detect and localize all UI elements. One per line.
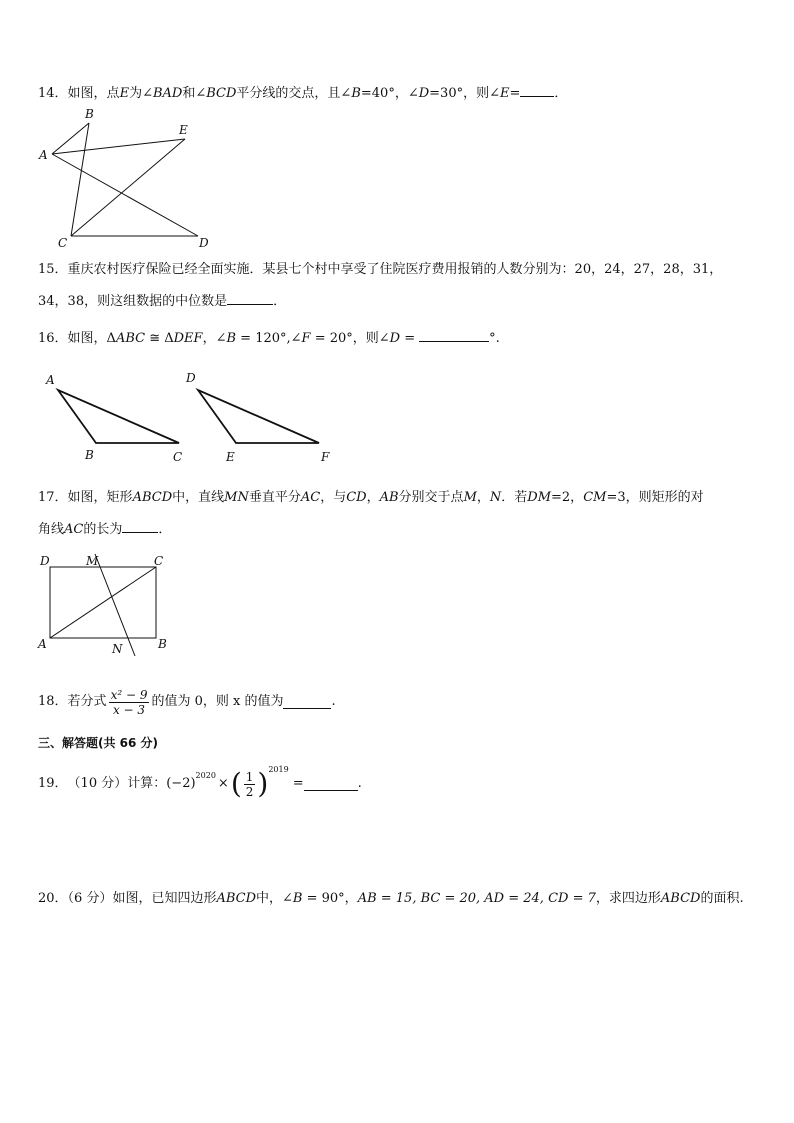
q19-text-part: （10 分）计算： bbox=[67, 776, 167, 791]
q17-answer-blank[interactable] bbox=[122, 520, 158, 533]
q16-text-part: = 120°,∠ bbox=[236, 331, 302, 346]
q17-label-m: M bbox=[86, 554, 99, 568]
q17-text-part: 中，直线 bbox=[172, 490, 225, 505]
q19-fraction-numerator: 1 bbox=[245, 769, 254, 784]
q20-text-part: 中，∠ bbox=[256, 891, 293, 906]
q17-var: MN bbox=[224, 490, 249, 505]
q14-var: E bbox=[119, 86, 130, 101]
q14-var: B bbox=[351, 86, 361, 101]
q17-text-part: ． bbox=[158, 522, 172, 537]
q20-var: B bbox=[292, 891, 303, 906]
q16-text-part: = 20°，则∠ bbox=[310, 331, 390, 346]
q19-base: (−2) bbox=[166, 776, 196, 791]
q17-var: DM bbox=[527, 490, 552, 505]
q20-var: ABCD bbox=[216, 891, 257, 906]
q14-text-part: 和∠ bbox=[182, 86, 207, 101]
q20-text-part: 的面积. bbox=[700, 891, 744, 906]
q19-answer-blank[interactable] bbox=[304, 778, 358, 791]
q17-var: AC bbox=[300, 490, 321, 505]
q20-number: 20． bbox=[38, 891, 68, 906]
q14-number: 14． bbox=[38, 86, 68, 101]
q18-text-part: 若分式 bbox=[67, 694, 107, 709]
q17-text-part: ，与 bbox=[320, 490, 347, 505]
q15-answer-blank[interactable] bbox=[227, 292, 273, 305]
q17-var: M bbox=[463, 490, 477, 505]
q15-text: 34，38，则这组数据的中位数是 bbox=[38, 294, 228, 309]
q14-text-part: ． bbox=[554, 86, 568, 101]
q15-line1 bbox=[38, 262, 722, 278]
q14-text bbox=[38, 84, 567, 102]
q19-text-part: . bbox=[357, 776, 362, 791]
q17-text-part: ， bbox=[476, 490, 490, 505]
q18-text-part: . bbox=[331, 694, 336, 709]
q16-var: DEF bbox=[173, 331, 203, 346]
q14-segment-ab bbox=[52, 123, 89, 154]
q14-var: D bbox=[418, 86, 430, 101]
q16-label-e: E bbox=[226, 450, 235, 464]
q17-text-part: 角线 bbox=[38, 522, 65, 537]
q17-figure bbox=[34, 548, 184, 660]
q15-text: ． bbox=[273, 294, 287, 309]
q17-label-b: B bbox=[158, 637, 167, 651]
q17-var: AC bbox=[64, 522, 84, 537]
q18-text bbox=[38, 682, 336, 722]
q15-line2 bbox=[38, 292, 286, 310]
q19-equals: = bbox=[292, 776, 304, 791]
q19-fraction-denominator: 2 bbox=[245, 784, 254, 799]
q19-exponent-2: 2019 bbox=[268, 765, 289, 774]
q17-text-part: =2， bbox=[551, 490, 584, 505]
q17-label-d: D bbox=[40, 554, 50, 568]
q14-text-part: =30°，则∠ bbox=[429, 86, 500, 101]
q16-figure bbox=[40, 366, 350, 466]
q16-label-b: B bbox=[85, 448, 94, 462]
q15-text: 重庆农村医疗保险已经全面实施．某县七个村中享受了住院医疗费用报销的人数分别为：20，24，27，28，31， bbox=[67, 262, 723, 277]
q17-text-part: 的长为 bbox=[83, 522, 123, 537]
q20-conditions: AB = 15, BC = 20, AD = 24, CD = 7 bbox=[357, 891, 596, 906]
q19-times: × bbox=[217, 776, 229, 791]
q18-text-part: 的值为 0，则 x 的值为 bbox=[151, 694, 284, 709]
q14-text-part: = bbox=[509, 86, 521, 101]
q17-line2 bbox=[38, 520, 171, 538]
q18-answer-blank[interactable] bbox=[283, 696, 331, 709]
q16-text-part: = bbox=[400, 331, 416, 346]
q19-open-paren: ( bbox=[230, 767, 242, 800]
q15-number: 15． bbox=[38, 262, 68, 277]
q14-segment-ae bbox=[52, 139, 185, 154]
q14-label-e: E bbox=[179, 123, 188, 137]
q14-text-part: 如图，点 bbox=[67, 86, 120, 101]
q14-label-c: C bbox=[58, 236, 68, 250]
q20-text-part: （6 分）如图，已知四边形 bbox=[67, 891, 217, 906]
q16-number: 16． bbox=[38, 331, 68, 346]
q14-text-part: 为∠ bbox=[129, 86, 153, 101]
q19-close-paren: ) bbox=[257, 767, 269, 800]
q17-var: N bbox=[489, 490, 502, 505]
q14-label-b: B bbox=[85, 107, 94, 121]
q16-text-part: 如图，Δ bbox=[67, 331, 116, 346]
q14-var: BCD bbox=[206, 86, 237, 101]
q17-text-part: 垂直平分 bbox=[248, 490, 301, 505]
q19-number: 19． bbox=[38, 776, 68, 791]
q16-var: ABC bbox=[115, 331, 146, 346]
q17-text-part: 如图，矩形 bbox=[67, 490, 133, 505]
q17-label-c: C bbox=[154, 554, 164, 568]
q17-var: AB bbox=[379, 490, 399, 505]
q19-fraction bbox=[244, 770, 256, 799]
q18-denominator: x − 3 bbox=[112, 702, 146, 717]
q14-var: E bbox=[499, 86, 510, 101]
q17-text-part: 分别交于点 bbox=[398, 490, 464, 505]
q14-text-part: 平分线的交点，且∠ bbox=[236, 86, 352, 101]
q19-text bbox=[38, 762, 362, 806]
q19-exponent-1: 2020 bbox=[195, 771, 216, 780]
q17-number: 17． bbox=[38, 490, 68, 505]
q17-diagonal-ac bbox=[50, 567, 156, 638]
q17-line1 bbox=[38, 490, 704, 506]
q14-var: BAD bbox=[152, 86, 183, 101]
q16-label-d: D bbox=[186, 371, 196, 385]
q17-var: ABCD bbox=[132, 490, 173, 505]
q17-text-part: ， bbox=[366, 490, 380, 505]
q18-numerator: x² − 9 bbox=[110, 687, 148, 702]
q14-segment-bc bbox=[71, 123, 89, 236]
q16-text bbox=[38, 329, 500, 347]
q16-answer-blank[interactable] bbox=[419, 329, 489, 342]
q17-var: CM bbox=[583, 490, 607, 505]
q14-figure bbox=[30, 104, 220, 250]
q17-line-mn bbox=[95, 554, 135, 656]
q16-var: F bbox=[301, 331, 311, 346]
q14-label-d: D bbox=[199, 236, 209, 250]
q16-var: D bbox=[389, 331, 401, 346]
q17-label-n: N bbox=[112, 642, 123, 656]
q16-label-a: A bbox=[46, 373, 55, 387]
q16-text-part: ，∠ bbox=[202, 331, 227, 346]
q16-text-part: ≅ Δ bbox=[145, 331, 174, 346]
q18-fraction bbox=[109, 688, 150, 717]
q17-var: CD bbox=[346, 490, 367, 505]
q16-label-f: F bbox=[321, 450, 330, 464]
q20-text bbox=[38, 891, 744, 907]
q17-label-a: A bbox=[38, 637, 47, 651]
q16-label-c: C bbox=[173, 450, 183, 464]
q14-label-a: A bbox=[39, 148, 48, 162]
q14-answer-blank[interactable] bbox=[520, 84, 554, 97]
q17-text-part: ．若 bbox=[501, 490, 528, 505]
q20-text-part: = 90°， bbox=[302, 891, 358, 906]
q14-text-part: =40°，∠ bbox=[360, 86, 419, 101]
q20-text-part: ，求四边形 bbox=[595, 891, 661, 906]
q18-number: 18． bbox=[38, 694, 68, 709]
q16-var: B bbox=[226, 331, 237, 346]
q14-segment-ad bbox=[52, 154, 198, 236]
q16-text-part: °. bbox=[489, 331, 500, 346]
section-3-heading: 三、解答题(共 66 分) bbox=[38, 736, 159, 750]
q14-segment-ec bbox=[71, 139, 185, 236]
q16-triangle-abc bbox=[58, 390, 179, 443]
q16-triangle-def bbox=[198, 390, 319, 443]
q20-var: ABCD bbox=[660, 891, 701, 906]
q17-text-part: =3，则矩形的对 bbox=[606, 490, 704, 505]
